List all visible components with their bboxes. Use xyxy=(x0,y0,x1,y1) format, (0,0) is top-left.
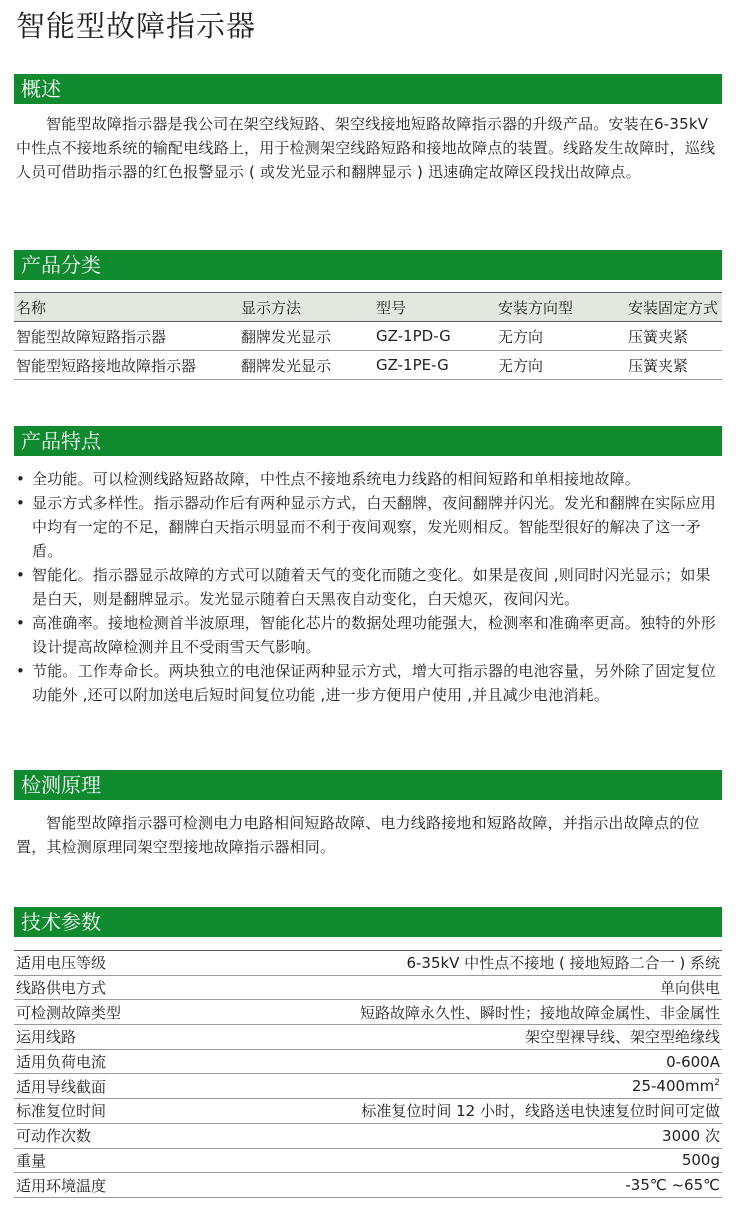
section-heading-features: 产品特点 xyxy=(14,426,722,456)
section-heading-overview: 概述 xyxy=(14,74,722,104)
cell-name: 智能型短路接地故障指示器 xyxy=(14,351,239,380)
spec-key: 适用导线截面 xyxy=(14,1074,298,1099)
spec-value: 25-400mm xyxy=(631,1077,715,1096)
list-item: • 全功能。可以检测线路短路故障，中性点不接地系统电力线路的相间短路和单相接地故障。 xyxy=(16,467,724,491)
spec-value: -35℃ ~65℃ xyxy=(298,1173,722,1198)
table-row xyxy=(14,1173,722,1198)
overview-paragraph: 智能型故障指示器是我公司在架空线短路、架空线接地短路故障指示器的升级产品。安装在6-35kV 中性点不接地系统的输配电线路上，用于检测架空线路短路和接地故障点的装置。线路发生故障时，巡线人员可借助指示器的红色报警显示 ( 或发光显示和翻牌显示 ) 迅速确定故障区段找出故障点。 xyxy=(16,115,716,181)
cell-fixing: 压簧夹紧 xyxy=(626,322,722,351)
superscript: 2 xyxy=(714,1078,720,1089)
table-row xyxy=(14,322,722,351)
column-header-model: 型号 xyxy=(374,293,496,322)
column-header-fixing: 安装固定方式 xyxy=(626,293,722,322)
table-row xyxy=(14,351,722,380)
spec-key: 可检测故障类型 xyxy=(14,1000,298,1025)
table-row xyxy=(14,1099,722,1124)
column-header-display: 显示方法 xyxy=(239,293,374,322)
list-item: • 显示方式多样性。指示器动作后有两种显示方式，白天翻牌，夜间翻牌并闪光。发光和翻牌在实际应用中均有一定的不足，翻牌白天指示明显而不利于夜间观察，发光则相反。智能型很好的解决了这一矛盾。 xyxy=(16,491,724,563)
table-row xyxy=(14,1049,722,1074)
spec-key: 标准复位时间 xyxy=(14,1099,298,1124)
cell-model: GZ-1PD-G xyxy=(374,322,496,351)
spec-key: 可动作次数 xyxy=(14,1123,298,1148)
spec-key: 运用线路 xyxy=(14,1025,298,1050)
cell-direction: 无方向 xyxy=(496,322,626,351)
section-heading-specs: 技术参数 xyxy=(14,907,722,937)
cell-display: 翻牌发光显示 xyxy=(239,351,374,380)
spec-value: 500g xyxy=(298,1148,722,1173)
spec-value: 单向供电 xyxy=(298,975,722,1000)
specs-table xyxy=(14,950,722,1198)
table-row xyxy=(14,975,722,1000)
features-list xyxy=(16,467,724,707)
column-header-name: 名称 xyxy=(14,293,239,322)
section-heading-classification: 产品分类 xyxy=(14,250,722,280)
table-row xyxy=(14,1000,722,1025)
table-row xyxy=(14,1074,722,1099)
classification-table xyxy=(14,292,722,380)
list-item: • 节能。工作寿命长。两块独立的电池保证两种显示方式，增大可指示器的电池容量，另外除了固定复位功能外 ,还可以附加送电后短时间复位功能 ,进一步方便用户使用 ,并且减少电池消耗。 xyxy=(16,659,724,707)
spec-value: 3000 次 xyxy=(298,1123,722,1148)
list-item: • 智能化。指示器显示故障的方式可以随着天气的变化而随之变化。如果是夜间 ,则同时闪光显示；如果是白天，则是翻牌显示。发光显示随着白天黑夜自动变化，白天熄灭，夜间闪光。 xyxy=(16,563,724,611)
spec-key: 适用环境温度 xyxy=(14,1173,298,1198)
spec-value: 短路故障永久性、瞬时性；接地故障金属性、非金属性 xyxy=(298,1000,722,1025)
spec-value: 6-35kV 中性点不接地 ( 接地短路二合一 ) 系统 xyxy=(298,951,722,976)
spec-value: 0-600A xyxy=(298,1049,722,1074)
spec-value: 架空型裸导线、架空型绝缘线 xyxy=(298,1025,722,1050)
page-title: 智能型故障指示器 xyxy=(16,9,257,43)
cell-name: 智能型故障短路指示器 xyxy=(14,322,239,351)
cell-display: 翻牌发光显示 xyxy=(239,322,374,351)
list-item: • 高准确率。接地检测首半波原理，智能化芯片的数据处理功能强大，检测率和准确率更高。独特的外形设计提高故障检测并且不受雨雪天气影响。 xyxy=(16,611,724,659)
table-header-row xyxy=(14,293,722,322)
cell-model: GZ-1PE-G xyxy=(374,351,496,380)
table-row xyxy=(14,1148,722,1173)
section-heading-principle: 检测原理 xyxy=(14,770,722,800)
spec-key: 线路供电方式 xyxy=(14,975,298,1000)
spec-key: 重量 xyxy=(14,1148,298,1173)
table-row xyxy=(14,1123,722,1148)
cell-direction: 无方向 xyxy=(496,351,626,380)
spec-key: 适用负荷电流 xyxy=(14,1049,298,1074)
principle-paragraph: 智能型故障指示器可检测电力电路相间短路故障、电力线路接地和短路故障，并指示出故障点的位置，其检测原理同架空型接地故障指示器相同。 xyxy=(16,814,700,856)
table-row xyxy=(14,951,722,976)
table-row xyxy=(14,1025,722,1050)
cell-fixing: 压簧夹紧 xyxy=(626,351,722,380)
column-header-direction: 安装方向型 xyxy=(496,293,626,322)
spec-value: 标准复位时间 12 小时，线路送电快速复位时间可定做 xyxy=(298,1099,722,1124)
spec-value-cell xyxy=(298,1074,722,1099)
spec-key: 适用电压等级 xyxy=(14,951,298,976)
